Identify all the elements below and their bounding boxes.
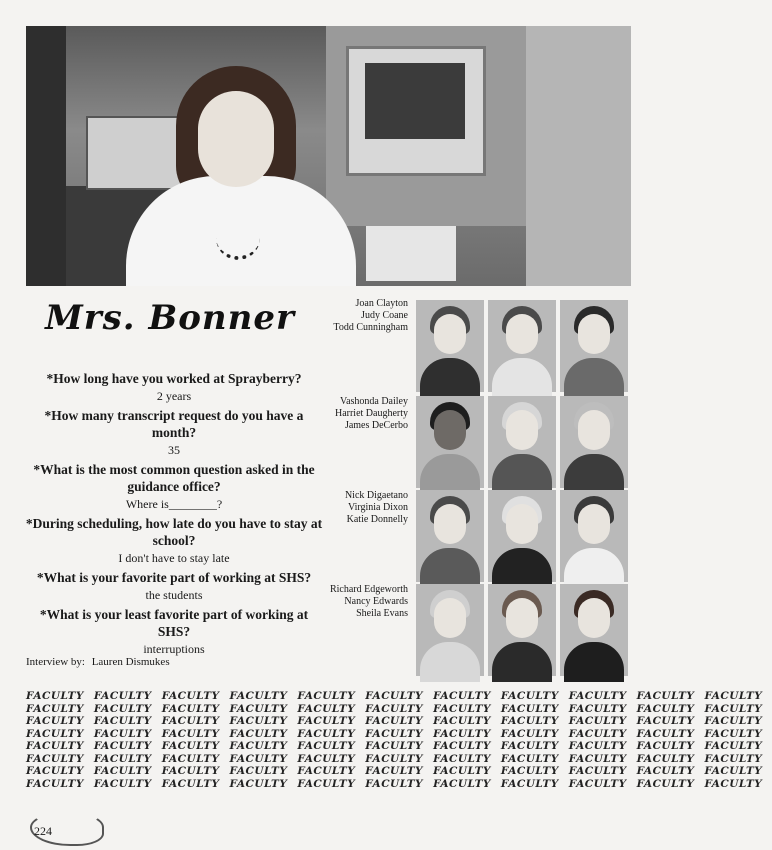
faculty-name: Harriet Daugherty (334, 408, 408, 419)
question-3: *What is the most common question asked in the guidance office? (33, 462, 315, 494)
photo-body (564, 358, 624, 398)
photo-face (434, 598, 466, 638)
question-5: *What is your favorite part of working at SHS? (36, 570, 312, 585)
photo-body (564, 454, 624, 494)
faculty-photo (416, 584, 484, 676)
answer-2: 35 (168, 443, 180, 457)
faculty-name: Nancy Edwards (344, 596, 408, 607)
faculty-names-group-4 (326, 584, 408, 620)
photo-monitor (346, 46, 486, 176)
page-number: 224 (34, 824, 52, 838)
faculty-name: Todd Cunningham (333, 322, 408, 333)
faculty-name: Vashonda Dailey (339, 396, 408, 407)
interview-qa (24, 370, 324, 660)
photo-body (492, 358, 552, 398)
faculty-names-group-3 (326, 490, 408, 526)
faculty-names-group-1 (326, 298, 408, 334)
band-row: FACULTY FACULTY FACULTY FACULTY FACULTY FACULTY FACULTY FACULTY FACULTY FACULTY FACULTY (26, 727, 763, 740)
question-1: *How long have you worked at Sprayberry? (46, 371, 302, 386)
answer-3: Where is________? (125, 497, 223, 511)
band-row: FACULTY FACULTY FACULTY FACULTY FACULTY FACULTY FACULTY FACULTY FACULTY FACULTY FACULTY (26, 765, 763, 777)
photo-face (506, 598, 538, 638)
question-4: *During scheduling, how late do you have to stay at school? (25, 516, 323, 548)
faculty-photo (488, 584, 556, 676)
photo-face (434, 504, 466, 544)
photo-blouse (126, 176, 356, 286)
answer-1: 2 years (156, 389, 192, 403)
faculty-name: Sheila Evans (356, 608, 408, 619)
faculty-name: Judy Coane (361, 310, 408, 321)
photo-face (506, 314, 538, 354)
photo-bulletin-board (526, 26, 631, 286)
faculty-photo (560, 396, 628, 488)
faculty-photo (488, 396, 556, 488)
faculty-name: Katie Donnelly (346, 514, 408, 525)
faculty-photo (488, 300, 556, 392)
answer-5: the students (145, 588, 203, 602)
photo-body (492, 454, 552, 494)
photo-person (126, 66, 356, 286)
photo-body (492, 548, 552, 588)
faculty-name: Virginia Dixon (347, 502, 408, 513)
photo-face (506, 410, 538, 450)
photo-body (420, 358, 480, 398)
faculty-name: Joan Clayton (355, 298, 408, 309)
main-photo (26, 26, 631, 286)
faculty-photo (560, 490, 628, 582)
photo-body (420, 642, 480, 682)
photo-screen (365, 63, 465, 139)
band-row: FACULTY FACULTY FACULTY FACULTY FACULTY FACULTY FACULTY FACULTY FACULTY FACULTY FACULTY (26, 690, 763, 702)
band-row: FACULTY FACULTY FACULTY FACULTY FACULTY FACULTY FACULTY FACULTY FACULTY FACULTY FACULTY (26, 740, 763, 752)
page-title: Mrs. Bonner (45, 298, 295, 338)
question-2: *How many transcript request do you have a month? (44, 408, 304, 440)
faculty-photo (416, 300, 484, 392)
photo-body (564, 548, 624, 588)
photo-keyboard (366, 226, 456, 281)
faculty-name: James DeCerbo (344, 420, 408, 431)
photo-face (506, 504, 538, 544)
faculty-names-group-2 (326, 396, 408, 432)
faculty-word-band (26, 690, 763, 798)
photo-body (420, 454, 480, 494)
interview-credit (26, 656, 174, 668)
band-row: FACULTY FACULTY FACULTY FACULTY FACULTY FACULTY FACULTY FACULTY FACULTY FACULTY FACULTY (26, 715, 763, 727)
photo-body (420, 548, 480, 588)
credit-label: Interview by: (26, 656, 85, 668)
faculty-photo (560, 584, 628, 676)
faculty-photo (560, 300, 628, 392)
answer-4: I don't have to stay late (118, 551, 230, 565)
photo-body (492, 642, 552, 682)
faculty-photo (416, 490, 484, 582)
faculty-name: Richard Edgeworth (329, 584, 408, 595)
photo-body (564, 642, 624, 682)
photo-face (198, 91, 274, 187)
answer-6: interruptions (143, 642, 205, 656)
faculty-photo (416, 396, 484, 488)
photo-face (578, 314, 610, 354)
band-row: FACULTY FACULTY FACULTY FACULTY FACULTY FACULTY FACULTY FACULTY FACULTY FACULTY FACULTY (26, 777, 763, 790)
photo-face (578, 598, 610, 638)
photo-face (578, 410, 610, 450)
band-row: FACULTY FACULTY FACULTY FACULTY FACULTY FACULTY FACULTY FACULTY FACULTY FACULTY FACULTY (26, 752, 763, 765)
faculty-name: Nick Digaetano (344, 490, 408, 501)
band-row: FACULTY FACULTY FACULTY FACULTY FACULTY FACULTY FACULTY FACULTY FACULTY FACULTY FACULTY (26, 702, 763, 715)
photo-face (578, 504, 610, 544)
photo-face (434, 410, 466, 450)
faculty-photo (488, 490, 556, 582)
credit-name: Lauren Dismukes (91, 656, 170, 668)
photo-shelf (26, 26, 66, 286)
question-6: *What is your least favorite part of working at SHS? (39, 607, 309, 639)
photo-face (434, 314, 466, 354)
